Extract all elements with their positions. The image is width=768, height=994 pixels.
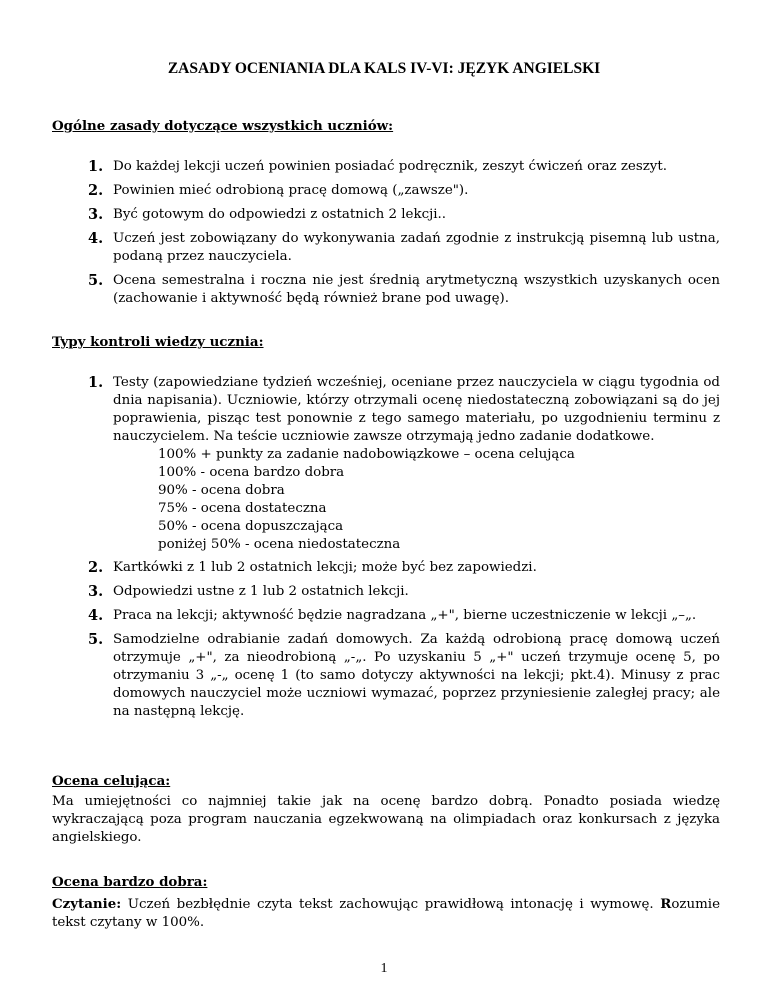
grade-scale-item: 100% - ocena bardzo dobra: [158, 465, 345, 480]
section-heading-grade-very-good: Ocena bardzo dobra:: [52, 874, 208, 890]
section-heading-general-rules: Ogólne zasady dotyczące wszystkich uczniów:: [52, 118, 394, 134]
reading-criteria-paragraph: Czytanie: Uczeń bezbłędnie czyta tekst zachowując prawidłową intonację i wymowę. Rozumie tekst czytany w 100%.: [52, 896, 720, 930]
grade-scale-item: 75% - ocena dostateczna: [158, 501, 327, 516]
list-item: 4. Praca na lekcji; aktywność będzie nagradzana „+", bierne uczestniczenie w lekcji „–„.: [88, 607, 697, 624]
grade-scale-item: 100% + punkty za zadanie nadobowiązkowe – ocena celująca: [158, 447, 575, 462]
list-item: 2. Powinien mieć odrobioną pracę domową („zawsze").: [88, 182, 469, 199]
reading-label: Czytanie:: [52, 896, 122, 912]
list-item: 4. Uczeń jest zobowiązany do wykonywania zadań zgodnie z instrukcją pisemną lub ustna, podaną przez nauczyciela.: [88, 230, 720, 264]
list-item: 2. Kartkówki z 1 lub 2 ostatnich lekcji; może być bez zapowiedzi.: [88, 559, 537, 576]
test-types-list: [88, 374, 720, 721]
grade-scale-item: 90% - ocena dobra: [158, 483, 285, 498]
list-item: 5. Samodzielne odrabianie zadań domowych. Za każdą odrobioną pracę domową uczeń otrzymuje „+", za nieodrobioną „-„. Po uzyskaniu 5 „+" uczeń trzymuje ocenę 5, po otrzymaniu 3 „-„ ocenę 1 (to samo dotyczy aktywności na lekcji; pkt.4). Minusy z prac domowych nauczyciel może uczniowi wymazać, poprzez przyniesienie zaległej pracy; ale na następną lekcję.: [88, 631, 720, 719]
list-item: 1. Do każdej lekcji uczeń powinien posiadać podręcznik, zeszyt ćwiczeń oraz zeszyt.: [88, 158, 667, 175]
section-heading-grade-excellent: Ocena celująca:: [52, 773, 171, 789]
list-item: 1. Testy (zapowiedziane tydzień wcześniej, oceniane przez nauczyciela w ciągu tygodnia od dnia napisania). Uczniowie, którzy otrzymali ocenę niedostateczną zobowiązani są do jej poprawienia, pisząc test ponownie z tego samego materiału, po uzgodnieniu terminu z nauczycielem. Na teście uczniowie zawsze otrzymają jedno zadanie dodatkowe. 100% + punkty za zadanie nadobowiązkowe – ocena celująca 100% - ocena bardzo dobra 90% - ocena dobra 75% - ocena dostateczna 50% - ocena dopuszczająca poniżej 50% - ocena niedostateczna: [88, 374, 720, 552]
section-heading-test-types: Typy kontroli wiedzy ucznia:: [52, 334, 264, 350]
grade-excellent-description: Ma umiejętności co najmniej takie jak na ocenę bardzo dobrą. Ponadto posiada wiedzę wykraczającą poza program nauczania egzekwowaną na olimpiadach oraz konkursach z języka angielskiego.: [52, 794, 720, 845]
grade-scale-item: poniżej 50% - ocena niedostateczna: [158, 537, 401, 552]
page-title: ZASADY OCENIANIA DLA KALS IV-VI: JĘZYK ANGIELSKI: [167, 60, 601, 77]
page-number: 1: [380, 961, 388, 976]
list-item: 3. Być gotowym do odpowiedzi z ostatnich 2 lekcji..: [88, 206, 447, 223]
grade-scale-item: 50% - ocena dopuszczająca: [158, 519, 344, 534]
list-item: 3. Odpowiedzi ustne z 1 lub 2 ostatnich lekcji.: [88, 583, 409, 600]
grade-scale-list: [113, 446, 720, 554]
list-item: 5. Ocena semestralna i roczna nie jest średnią arytmetyczną wszystkich uzyskanych ocen (zachowanie i aktywność będą również brane pod uwagę).: [88, 272, 720, 306]
general-rules-list: [88, 158, 720, 308]
